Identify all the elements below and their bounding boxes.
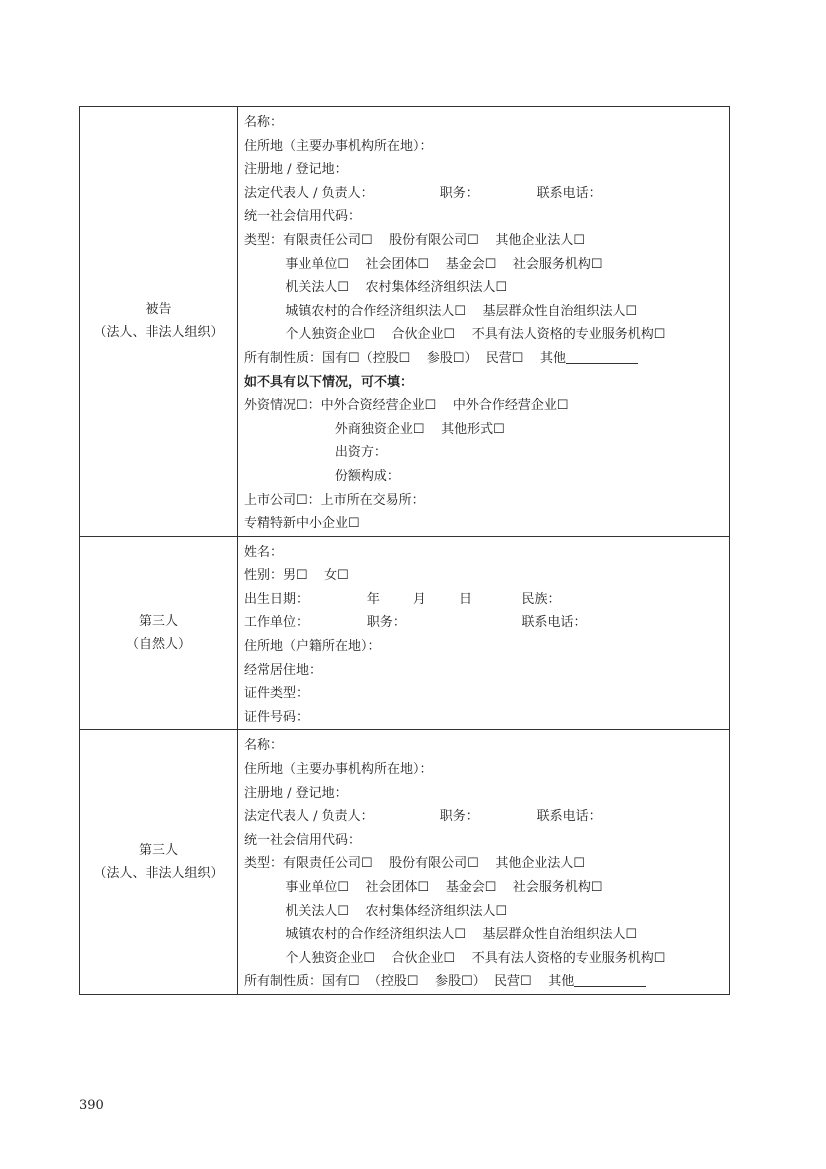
field-address: 住所地（主要办事机构所在地）： [244, 138, 433, 154]
field-foreign-capital: 外资情况☐：中外合资经营企业☐ 中外合作经营企业☐ [244, 398, 569, 414]
third-party-person-row [80, 536, 729, 730]
field-residence: 经常居住地： [244, 662, 323, 678]
field-org-name: 名称： [244, 738, 284, 754]
page-number: 390 [79, 1098, 104, 1113]
field-representative: 法定代表人 / 负责人： 职务： 联系电话： [244, 185, 602, 201]
field-foreign-capital-2: 外商独资企业☐ 其他形式☐ [244, 421, 505, 437]
third-party-person-fields [238, 537, 729, 730]
third-party-org-row [80, 729, 729, 994]
field-org-representative: 法定代表人 / 负责人： 职务： 联系电话： [244, 809, 602, 825]
field-household-address: 住所地（户籍所在地）： [244, 639, 381, 655]
field-type-5: 个人独资企业☐ 合伙企业☐ 不具有法人资格的专业服务机构☐ [244, 327, 666, 343]
field-share-composition: 份额构成： [244, 468, 400, 484]
defendant-org-label-cell [80, 107, 238, 536]
field-org-ownership [244, 970, 729, 994]
third-party-person-sublabel: （自然人） [125, 637, 191, 653]
field-id-number: 证件号码： [244, 709, 310, 725]
field-org-type-2: 事业单位☐ 社会团体☐ 基金会☐ 社会服务机构☐ [244, 880, 603, 895]
ownership-text: 所有制性质：国有☐（控股☐ 参股☐） 民营☐ 其他 [244, 350, 566, 366]
field-employer: 工作单位： 职务： 联系电话： [244, 615, 587, 631]
field-listed-company: 上市公司☐：上市所在交易所： [244, 492, 425, 508]
form-table [79, 106, 730, 995]
org-ownership-text: 所有制性质：国有☐ （控股☐ 参股☐） 民营☐ 其他 [244, 974, 575, 990]
third-party-person-label-cell [80, 537, 238, 730]
field-org-type-3: 机关法人☐ 农村集体经济组织法人☐ [244, 903, 508, 919]
field-org-type-4: 城镇农村的合作经济组织法人☐ 基层群众性自治组织法人☐ [244, 927, 638, 943]
field-type-1: 类型：有限责任公司☐ 股份有限公司☐ 其他企业法人☐ [244, 232, 586, 248]
defendant-sublabel: （法人、非法人组织） [93, 325, 224, 341]
field-person-name: 姓名： [244, 544, 284, 560]
field-org-registration-place: 注册地 / 登记地： [244, 785, 348, 801]
org-ownership-blank [574, 972, 646, 987]
defendant-org-row [80, 107, 729, 536]
field-type-2: 事业单位☐ 社会团体☐ 基金会☐ 社会服务机构☐ [244, 256, 603, 272]
field-gender: 性别：男☐ 女☐ [244, 568, 349, 584]
third-party-org-label-cell [80, 730, 238, 994]
defendant-org-fields [238, 107, 729, 536]
defendant-label: 被告 [145, 302, 172, 318]
field-type-4: 城镇农村的合作经济组织法人☐ 基层群众性自治组织法人☐ [244, 303, 638, 319]
third-party-person-label: 第三人 [138, 614, 178, 630]
field-org-address: 住所地（主要办事机构所在地）： [244, 762, 433, 778]
field-credit-code: 统一社会信用代码： [244, 209, 362, 225]
field-specialized-sme: 专精特新中小企业☐ [244, 516, 360, 532]
field-org-credit-code: 统一社会信用代码： [244, 832, 362, 848]
field-type-3: 机关法人☐ 农村集体经济组织法人☐ [244, 280, 508, 296]
field-investor: 出资方： [244, 445, 387, 461]
third-party-org-label: 第三人 [138, 843, 178, 859]
field-birth-date: 出生日期： 年 月 日 民族： [244, 591, 561, 607]
field-org-type-1: 类型：有限责任公司☐ 股份有限公司☐ 其他企业法人☐ [244, 856, 586, 872]
field-id-type: 证件类型： [244, 686, 310, 702]
field-registration-place: 注册地 / 登记地： [244, 162, 348, 178]
ownership-blank [566, 349, 638, 364]
field-org-type-5: 个人独资企业☐ 合伙企业☐ 不具有法人资格的专业服务机构☐ [244, 950, 666, 966]
field-name: 名称： [244, 115, 284, 130]
optional-note: 如不具有以下情况，可不填： [244, 374, 414, 390]
third-party-org-fields [238, 730, 729, 994]
third-party-org-sublabel: （法人、非法人组织） [93, 866, 224, 882]
field-ownership [244, 347, 729, 371]
